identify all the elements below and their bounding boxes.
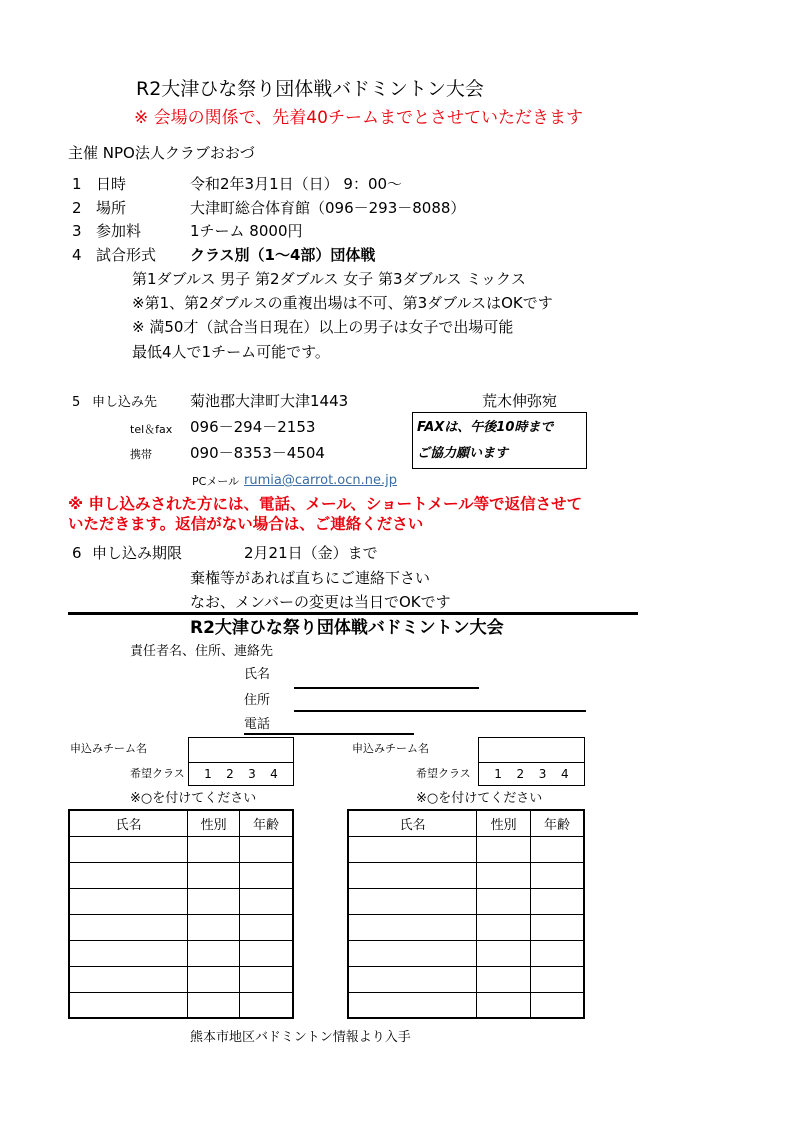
class-option-4[interactable]: 4 [270, 767, 278, 781]
col-name-header: 氏名 [69, 810, 188, 836]
class-option-2[interactable]: 2 [226, 767, 234, 781]
contact-address-label: 住所 [244, 693, 271, 708]
item-label-venue: 場所 [96, 199, 127, 217]
team-name-field-right[interactable] [478, 737, 585, 763]
col-age-header: 年齢 [239, 810, 293, 836]
name-cell[interactable] [69, 836, 188, 862]
age-cell[interactable] [530, 966, 584, 992]
format-line-4: 最低4人で1チーム可能です。 [132, 343, 330, 361]
age-cell[interactable] [239, 836, 293, 862]
gender-cell[interactable] [188, 836, 240, 862]
item-value-venue: 大津町総合体育館（096－293－8088） [190, 199, 466, 217]
reply-notice-line-1: ※ 申し込みされた方には、電話、メール、ショートメール等で返信させて [68, 495, 583, 513]
age-cell[interactable] [239, 992, 293, 1018]
class-selector-right[interactable] [478, 762, 585, 786]
table-row[interactable] [69, 966, 293, 992]
gender-cell[interactable] [477, 862, 531, 888]
name-cell[interactable] [348, 862, 477, 888]
name-cell[interactable] [69, 862, 188, 888]
mobile-number: 090－8353－4504 [190, 444, 325, 462]
format-line-3: ※ 満50才（試合当日現在）以上の男子は女子で出場可能 [132, 318, 514, 336]
gender-cell[interactable] [188, 914, 240, 940]
item-num-6: 6 [72, 544, 82, 562]
age-cell[interactable] [239, 940, 293, 966]
application-address: 菊池郡大津町大津1443 [190, 392, 349, 410]
item-label-format: 試合形式 [96, 246, 157, 264]
email-link[interactable]: rumia@carrot.ocn.ne.jp [244, 473, 398, 488]
contact-name-label: 氏名 [244, 667, 271, 682]
col-gender-header: 性別 [477, 810, 531, 836]
item-num-2: 2 [72, 199, 82, 217]
table-row[interactable] [69, 862, 293, 888]
deadline-label: 申し込み期限 [92, 544, 183, 562]
deadline-line-2: なお、メンバーの変更は当日でOKです [190, 593, 451, 611]
deadline-value: 2月21日（金）まで [244, 544, 378, 562]
table-row[interactable] [69, 914, 293, 940]
pc-mail-label: PCメール [192, 475, 240, 488]
member-table-left [68, 809, 294, 1019]
table-header-row [69, 810, 293, 836]
page-title: R2大津ひな祭り団体戦バドミントン大会 [136, 78, 484, 100]
item-value-fee: 1チーム 8000円 [190, 222, 303, 240]
form-title: R2大津ひな祭り団体戦バドミントン大会 [190, 618, 504, 638]
team-name-field-left[interactable] [188, 737, 294, 763]
name-cell[interactable] [348, 940, 477, 966]
table-row[interactable] [348, 966, 584, 992]
contact-name-line[interactable] [294, 687, 479, 689]
deadline-line-1: 棄権等があれば直ちにご連絡下さい [190, 569, 431, 587]
table-row[interactable] [69, 992, 293, 1018]
organizer: 主催 NPO法人クラブおおづ [68, 144, 255, 162]
fax-note-box [412, 412, 587, 469]
item-num-5: 5 [72, 395, 81, 410]
class-option-3[interactable]: 3 [538, 767, 547, 781]
name-cell[interactable] [348, 966, 477, 992]
application-label: 申し込み先 [92, 395, 158, 410]
table-row[interactable] [348, 888, 584, 914]
format-line-1: 第1ダブルス 男子 第2ダブルス 女子 第3ダブルス ミックス [132, 270, 526, 288]
team-name-label-right: 申込みチーム名 [352, 742, 429, 755]
name-cell[interactable] [69, 914, 188, 940]
gender-cell[interactable] [477, 992, 531, 1018]
contact-heading: 責任者名、住所、連絡先 [130, 644, 274, 659]
capacity-notice: ※ 会場の関係で、先着40チームまでとさせていただきます [134, 108, 583, 128]
table-row[interactable] [69, 888, 293, 914]
table-row[interactable] [69, 836, 293, 862]
table-row[interactable] [69, 940, 293, 966]
class-label-left: 希望クラス [130, 767, 185, 780]
class-selector-left[interactable] [188, 762, 294, 786]
cut-divider [68, 612, 638, 615]
age-cell[interactable] [239, 966, 293, 992]
gender-cell[interactable] [188, 966, 240, 992]
fax-note-line-1: FAXは、午後10時まで [417, 420, 554, 435]
name-cell[interactable] [69, 888, 188, 914]
tel-label: tel＆fax [130, 423, 173, 436]
age-cell[interactable] [530, 940, 584, 966]
application-name: 荒木伸弥宛 [482, 392, 558, 410]
mobile-label: 携帯 [130, 448, 152, 461]
table-row[interactable] [348, 862, 584, 888]
item-value-date: 令和2年3月1日（日） 9：00～ [190, 175, 403, 193]
class-option-1[interactable]: 1 [204, 767, 212, 781]
item-num-1: 1 [72, 175, 82, 193]
age-cell[interactable] [239, 888, 293, 914]
gender-cell[interactable] [477, 888, 531, 914]
class-label-right: 希望クラス [416, 767, 471, 780]
gender-cell[interactable] [188, 940, 240, 966]
source-footer: 熊本市地区バドミントン情報より入手 [190, 1030, 411, 1045]
table-row[interactable] [348, 940, 584, 966]
name-cell[interactable] [348, 914, 477, 940]
table-row[interactable] [348, 992, 584, 1018]
item-value-format: クラス別（1～4部）団体戦 [190, 246, 376, 264]
class-option-2[interactable]: 2 [516, 767, 525, 781]
gender-cell[interactable] [188, 862, 240, 888]
table-row[interactable] [348, 914, 584, 940]
item-num-4: 4 [72, 246, 82, 264]
col-gender-header: 性別 [188, 810, 240, 836]
contact-address-line[interactable] [294, 710, 586, 712]
age-cell[interactable] [530, 862, 584, 888]
age-cell[interactable] [530, 992, 584, 1018]
col-name-header: 氏名 [348, 810, 477, 836]
format-line-2: ※第1、第2ダブルスの重複出場は不可、第3ダブルスはOKです [132, 294, 553, 312]
member-table-right [347, 809, 585, 1019]
contact-phone-line[interactable] [244, 733, 414, 735]
item-num-3: 3 [72, 222, 82, 240]
gender-cell[interactable] [188, 888, 240, 914]
age-cell[interactable] [239, 914, 293, 940]
gender-cell[interactable] [477, 940, 531, 966]
gender-cell[interactable] [477, 966, 531, 992]
age-cell[interactable] [530, 836, 584, 862]
table-header-row [348, 810, 584, 836]
name-cell[interactable] [348, 836, 477, 862]
age-cell[interactable] [530, 888, 584, 914]
class-option-4[interactable]: 4 [561, 767, 569, 781]
circle-note-right: ※○を付けてください [416, 791, 543, 806]
contact-phone-label: 電話 [244, 717, 271, 732]
col-age-header: 年齢 [530, 810, 584, 836]
gender-cell[interactable] [477, 914, 531, 940]
team-name-label-left: 申込みチーム名 [70, 742, 147, 755]
class-option-1[interactable]: 1 [494, 767, 502, 781]
item-label-fee: 参加料 [96, 222, 142, 240]
reply-notice-line-2: いただきます。返信がない場合は、ご連絡ください [68, 515, 424, 533]
fax-note-line-2: ご協力願います [417, 446, 509, 461]
name-cell[interactable] [69, 940, 188, 966]
name-cell[interactable] [69, 966, 188, 992]
tel-number: 096－294－2153 [190, 418, 316, 436]
circle-note-left: ※○を付けてください [130, 791, 257, 806]
item-label-date: 日時 [96, 175, 127, 193]
gender-cell[interactable] [477, 836, 531, 862]
name-cell[interactable] [69, 992, 188, 1018]
name-cell[interactable] [348, 888, 477, 914]
table-row[interactable] [348, 836, 584, 862]
class-option-3[interactable]: 3 [248, 767, 256, 781]
gender-cell[interactable] [188, 992, 240, 1018]
name-cell[interactable] [348, 992, 477, 1018]
age-cell[interactable] [239, 862, 293, 888]
age-cell[interactable] [530, 914, 584, 940]
